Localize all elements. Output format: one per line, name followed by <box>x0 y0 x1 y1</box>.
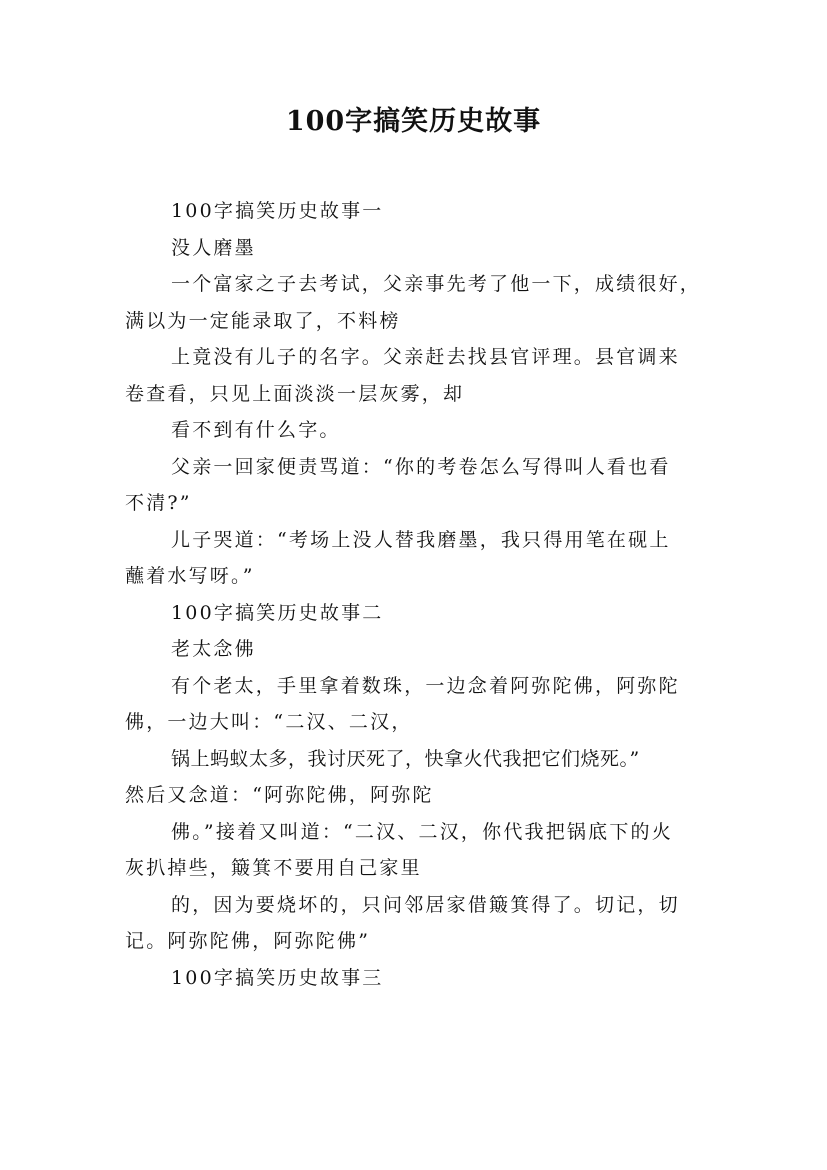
document-body <box>125 193 705 996</box>
paragraph-line: 父亲一回家便责骂道：“你的考卷怎么写得叫人看也看 <box>171 455 671 478</box>
paragraph-line: 灰扒掉些，簸箕不要用自己家里 <box>125 857 422 879</box>
section-heading: 100字搞笑历史故事三 <box>171 966 384 989</box>
section-heading: 100字搞笑历史故事二 <box>171 601 384 624</box>
section-heading: 100字搞笑历史故事一 <box>171 200 384 222</box>
paragraph-line: 锅上蚂蚁太多，我讨厌死了，快拿火代我把它们烧死。” <box>171 747 640 770</box>
paragraph-line: 卷查看，只见上面淡淡一层灰雾，却 <box>125 382 465 405</box>
paragraph-line: 满以为一定能录取了，不料榜 <box>125 309 401 332</box>
paragraph-line: 记。阿弥陀佛，阿弥陀佛” <box>125 930 371 952</box>
paragraph-line: 佛。”接着又叫道：“二汉、二汉，你代我把锅底下的火 <box>171 820 673 843</box>
paragraph-line: 一个富家之子去考试，父亲事先考了他一下，成绩很好， <box>171 273 702 295</box>
story-title: 老太念佛 <box>171 638 256 660</box>
paragraph-line: 儿子哭道：“考场上没人替我磨墨，我只得用笔在砚上 <box>171 528 671 551</box>
paragraph-line: 不清?” <box>125 492 192 514</box>
paragraph-line: 看不到有什么字。 <box>171 419 341 441</box>
document-title: 100字搞笑历史故事 <box>285 106 542 137</box>
paragraph-line: 佛，一边大叫：“二汉、二汉， <box>125 711 413 733</box>
paragraph-line: 上竟没有儿子的名字。父亲赶去找县官评理。县官调来 <box>171 346 680 368</box>
paragraph-line: 有个老太，手里拿着数珠，一边念着阿弥陀佛，阿弥陀 <box>171 674 680 697</box>
paragraph-line: 的，因为要烧坏的，只问邻居家借簸箕得了。切记，切 <box>171 893 680 916</box>
paragraph-line: 蘸着水写呀。” <box>125 565 255 587</box>
story-title: 没人磨墨 <box>171 236 256 259</box>
paragraph-line: 然后又念道：“阿弥陀佛，阿弥陀 <box>125 784 434 806</box>
